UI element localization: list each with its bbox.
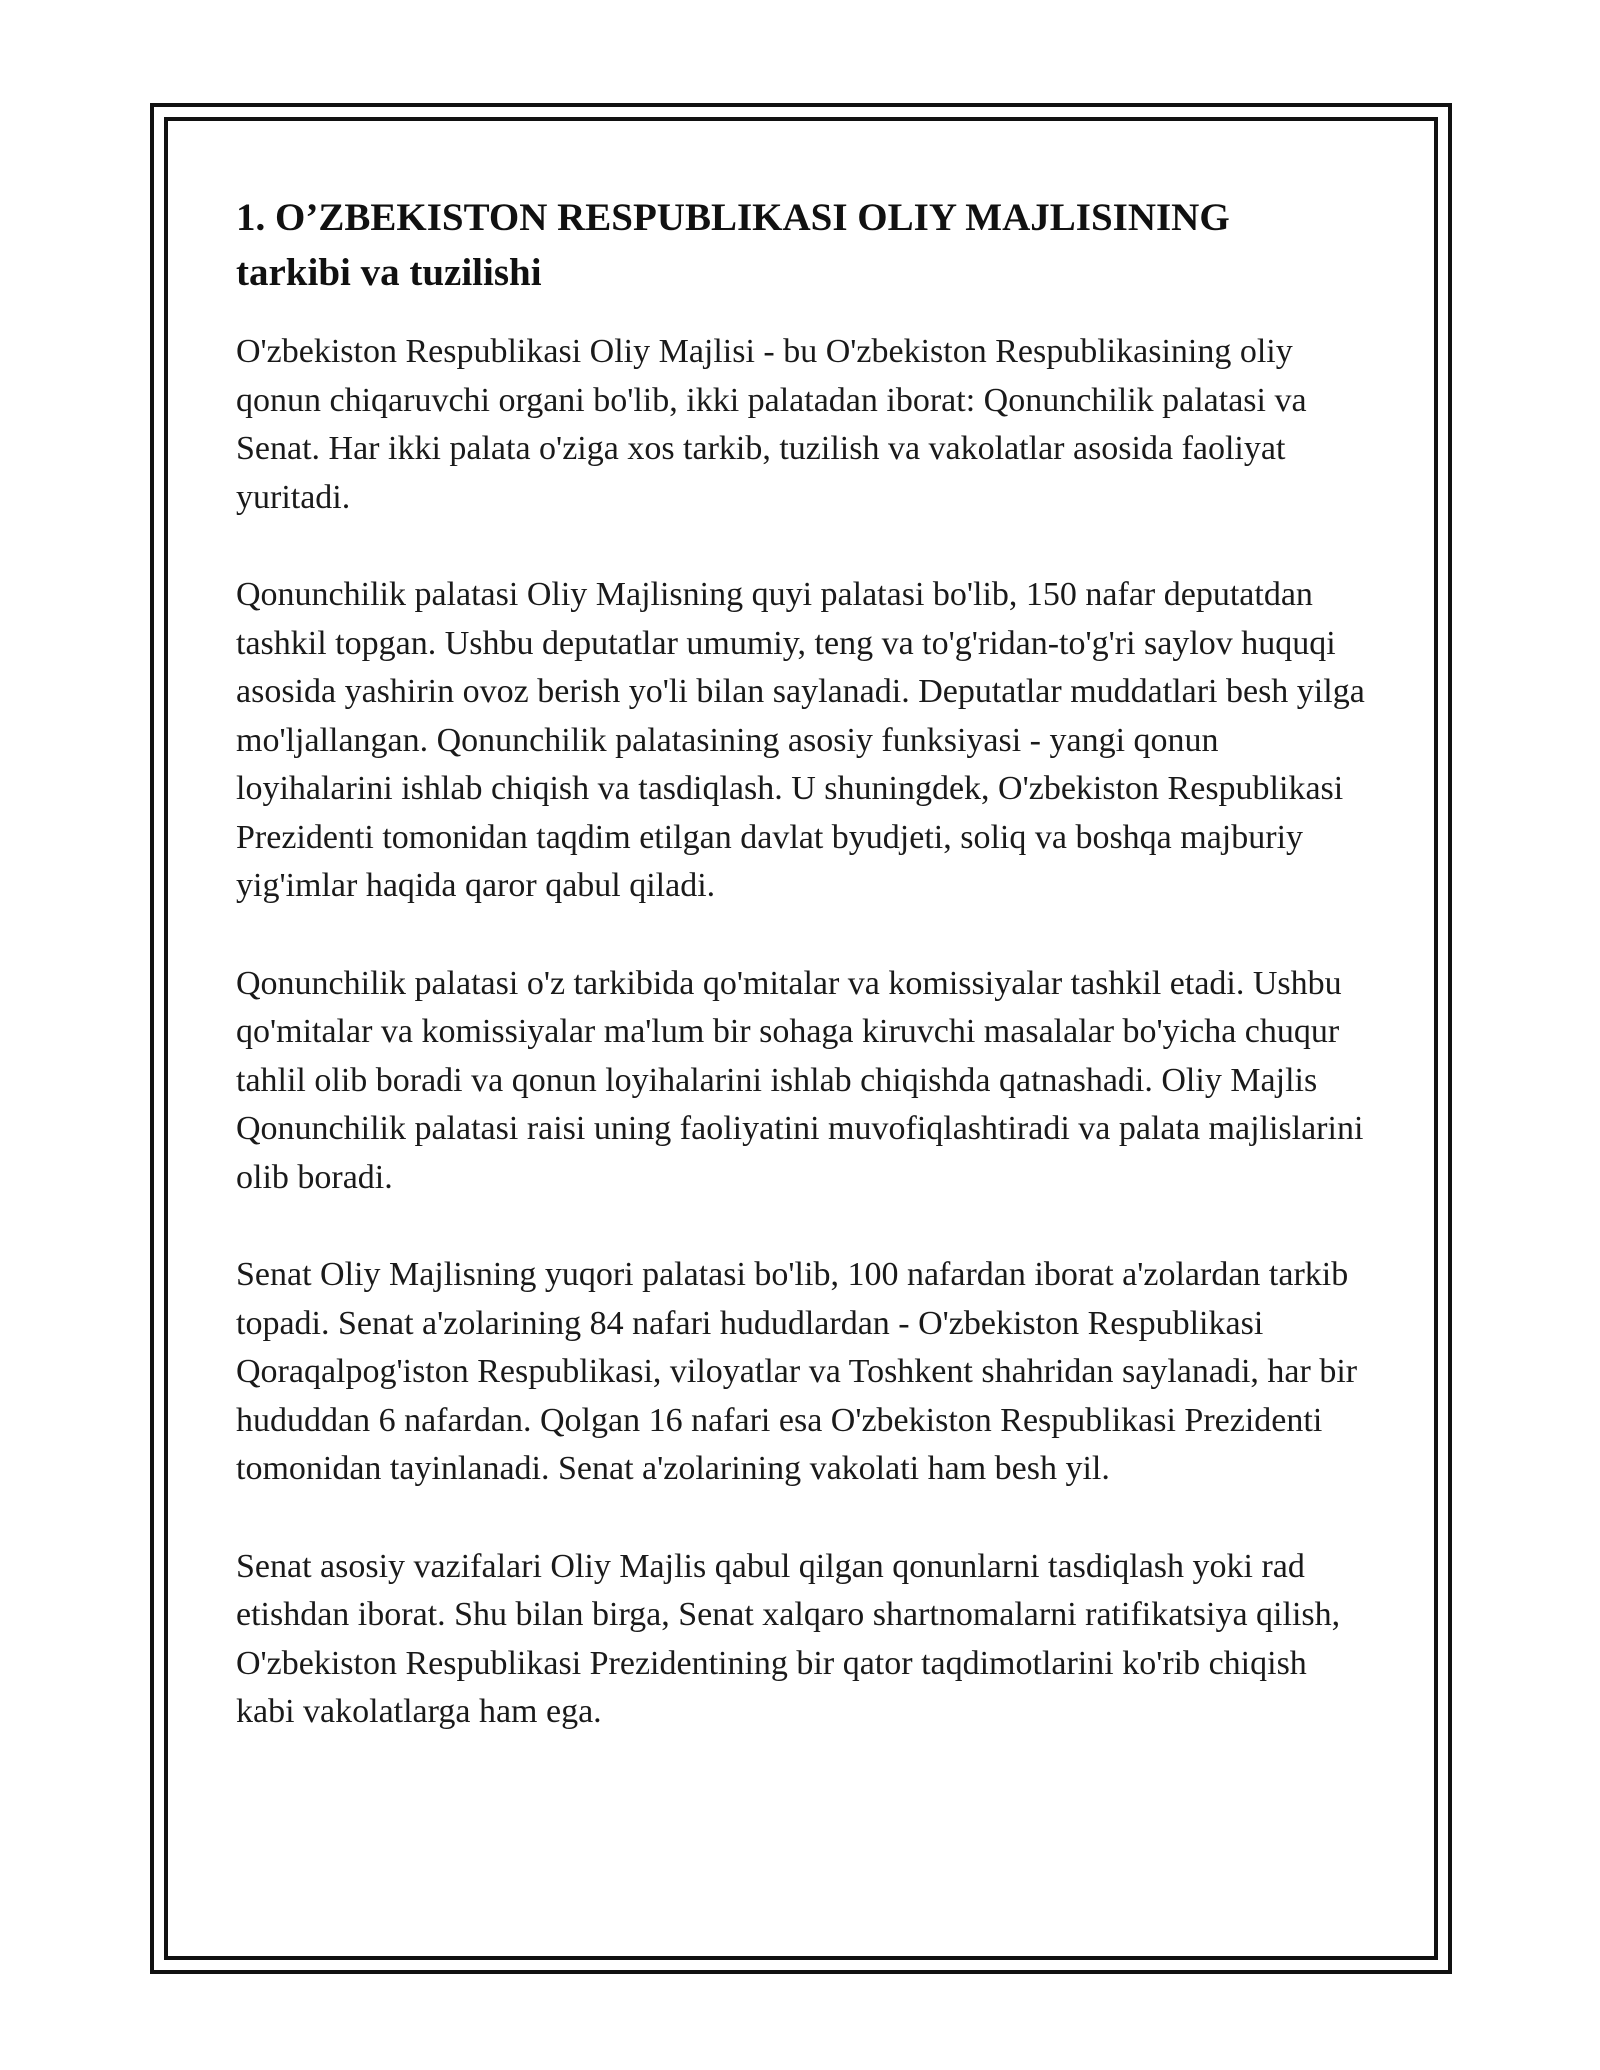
paragraph-2: Qonunchilik palatasi Oliy Majlisning quyi palatasi bo'lib, 150 nafar deputatdan tashkil topgan. Ushbu deputatlar umumiy, teng va to'g'ridan-to'g'ri saylov huquqi asosida yashirin ovoz berish yo'li bilan saylanadi. Deputatlar muddatlari besh yilga mo'ljallangan. Qonunchilik palatasining asosiy funksiyasi - yangi qonun loyihalarini ishlab chiqish va tasdiqlash. U shuningdek, O'zbekiston Respublikasi Prezidenti tomonidan taqdim etilgan davlat byudjeti, soliq va boshqa majburiy yig'imlar haqida qaror qabul qiladi.	[236, 576, 1365, 904]
heading-line-1: 1. O’ZBEKISTON RESPUBLIKASI OLIY MAJLISINING	[236, 196, 1230, 239]
paragraph-3: Qonunchilik palatasi o'z tarkibida qo'mitalar va komissiyalar tashkil etadi. Ushbu qo'mitalar va komissiyalar ma'lum bir sohaga kiruvchi masalalar bo'yicha chuqur tahlil olib boradi va qonun loyihalarini ishlab chiqishda qatnashadi. Oliy Majlis Qonunchilik palatasi raisi uning faoliyatini muvofiqlashtiradi va palata majlislarini olib boradi.	[236, 964, 1364, 1196]
document-body	[236, 190, 1366, 1786]
paragraph-4: Senat Oliy Majlisning yuqori palatasi bo'lib, 100 nafardan iborat a'zolardan tarkib topadi. Senat a'zolarining 84 nafari hududlardan - O'zbekiston Respublikasi Qoraqalpog'iston Respublikasi, viloyatlar va Toshkent shahridan saylanadi, har bir hududdan 6 nafardan. Qolgan 16 nafari esa O'zbekiston Respublikasi Prezidenti tomonidan tayinlanadi. Senat a'zolarining vakolati ham besh yil.	[236, 1256, 1358, 1487]
heading-line-2: tarkibi va tuzilishi	[236, 251, 542, 294]
paragraph-1: O'zbekiston Respublikasi Oliy Majlisi - bu O'zbekiston Respublikasining oliy qonun chiqaruvchi organi bo'lib, ikki palatadan iborat: Qonunchilik palatasi va Senat. Har ikki palata o'ziga xos tarkib, tuzilish va vakolatlar asosida faoliyat yuritadi.	[236, 333, 1307, 516]
paragraph-5: Senat asosiy vazifalari Oliy Majlis qabul qilgan qonunlarni tasdiqlash yoki rad etishdan iborat. Shu bilan birga, Senat xalqaro shartnomalarni ratifikatsiya qilish, O'zbekiston Respublikasi Prezidentining bir qator taqdimotlarini ko'rib chiqish kabi vakolatlarga ham ega.	[236, 1547, 1341, 1730]
section-heading	[236, 190, 1366, 300]
